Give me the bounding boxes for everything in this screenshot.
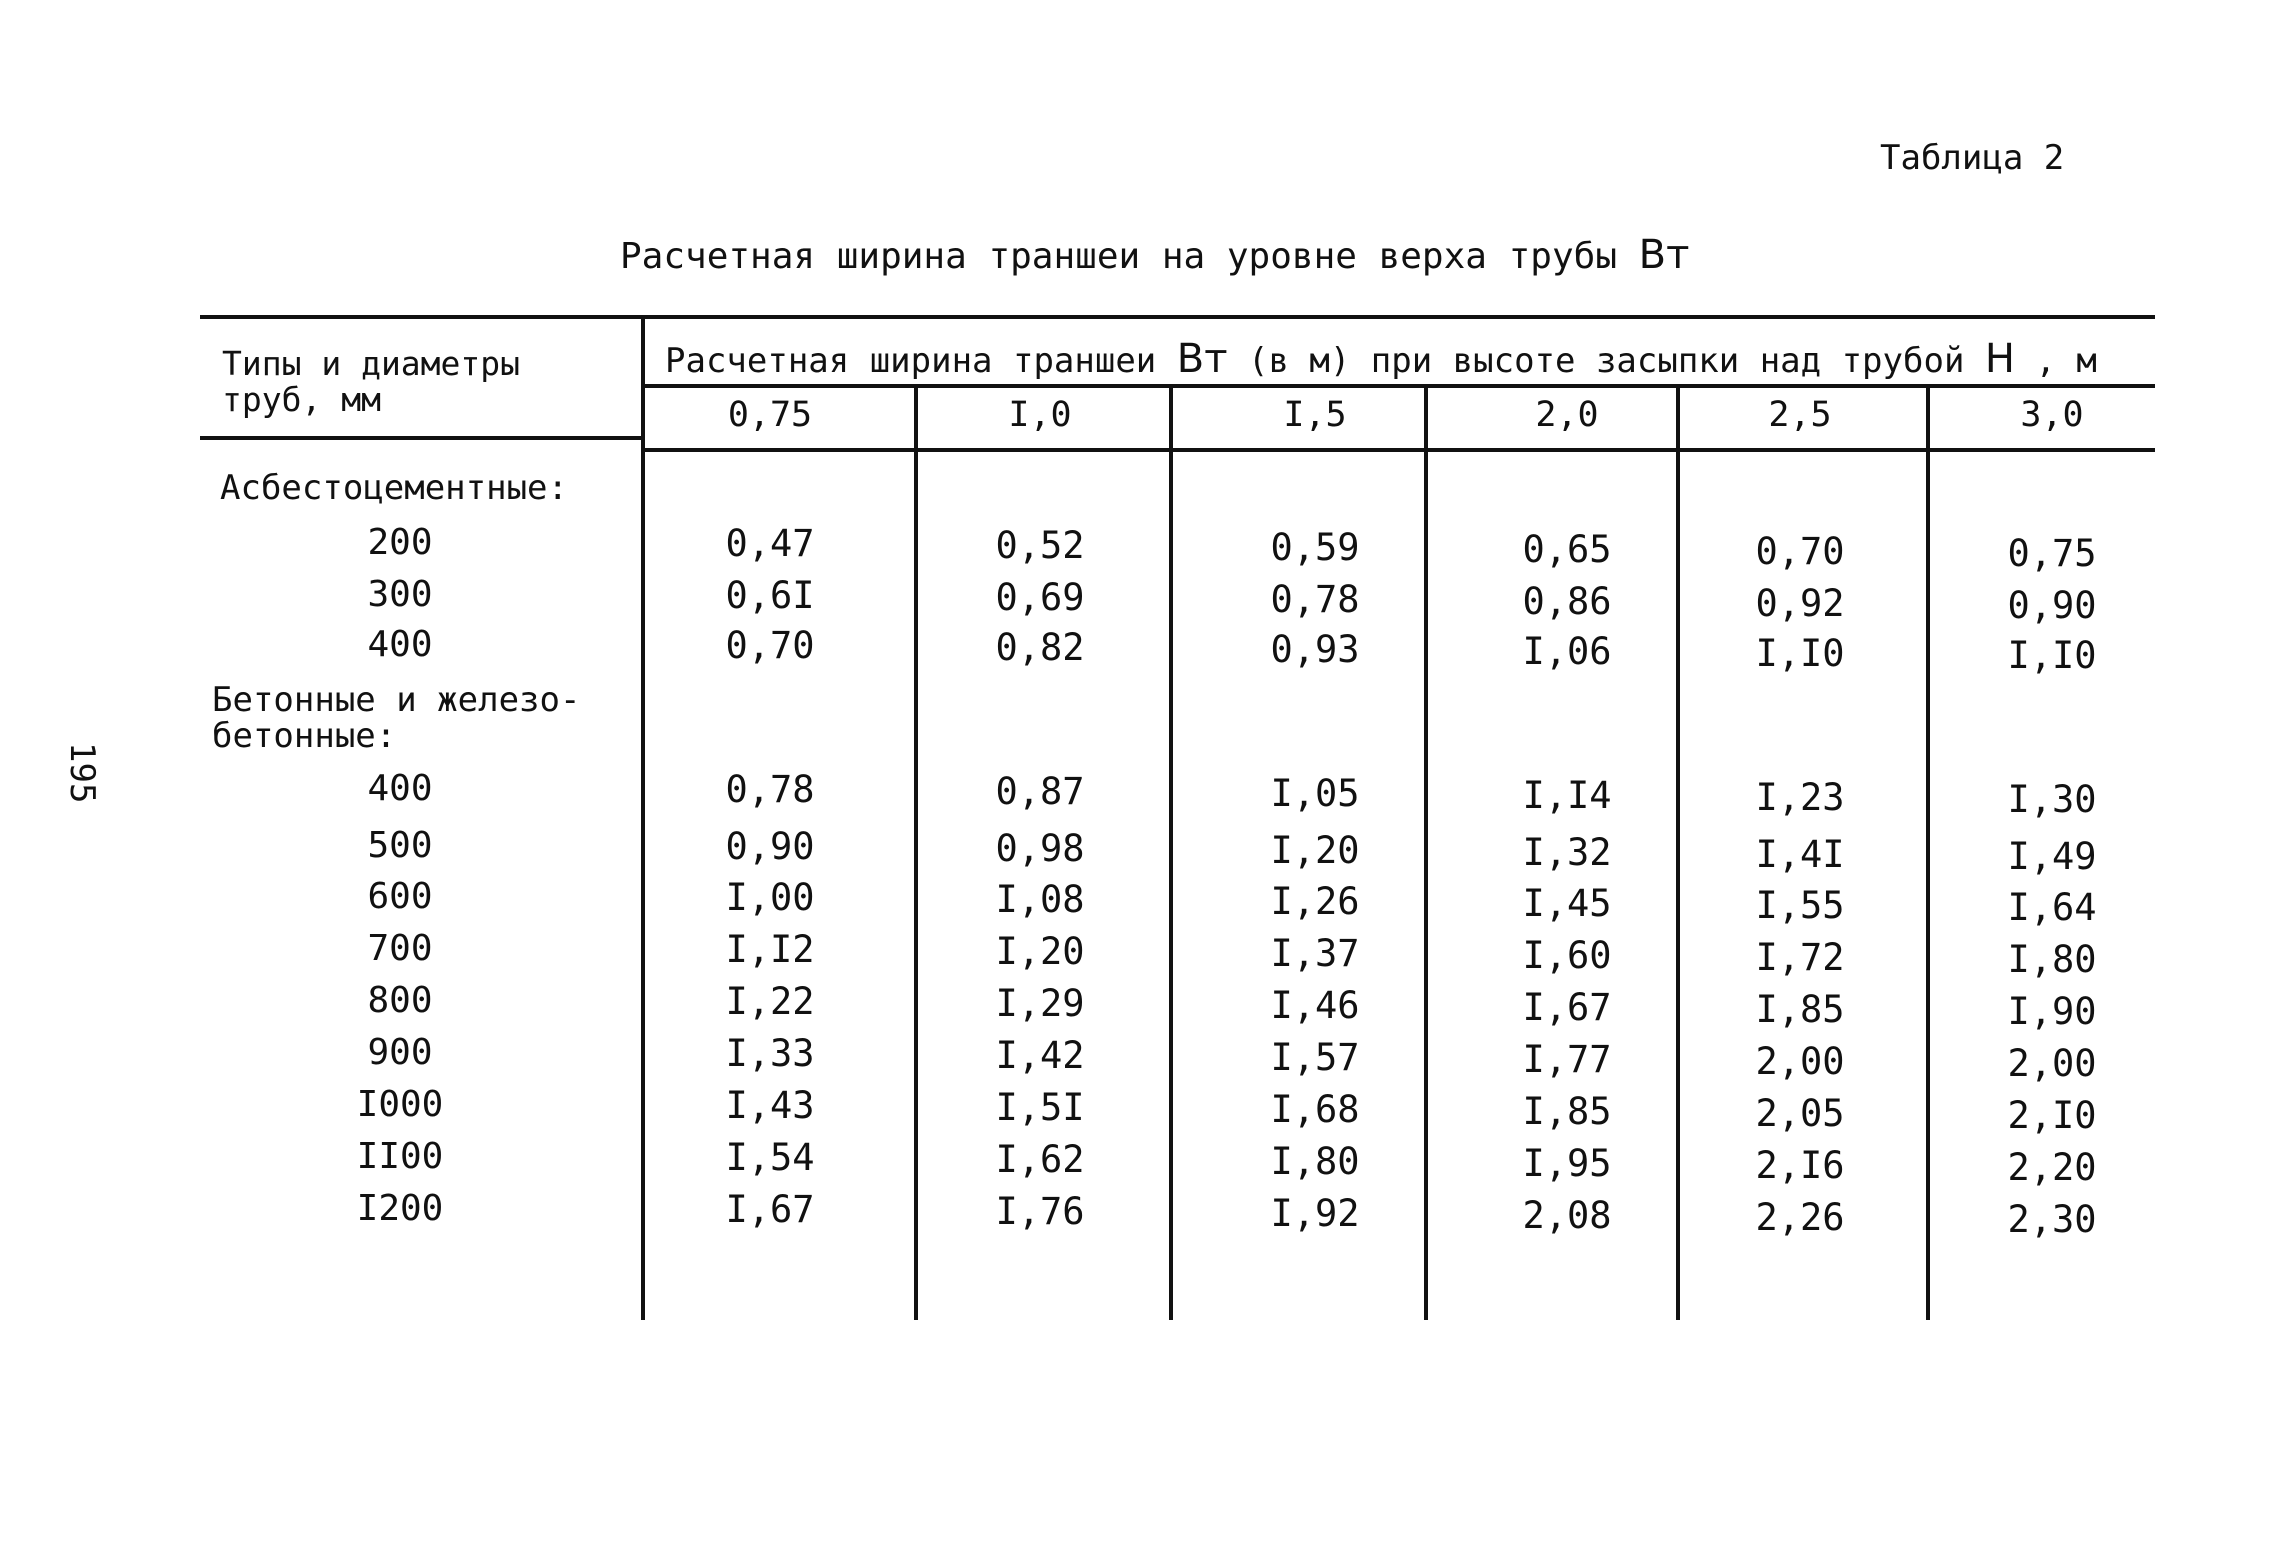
value-cell: I,06 — [1522, 630, 1612, 673]
value-cell: 2,26 — [1755, 1196, 1845, 1239]
value-cell: I,30 — [2007, 778, 2097, 821]
value-cell: I,26 — [1270, 880, 1360, 923]
value-cell: I,68 — [1270, 1088, 1360, 1131]
diameter-cell: 200 — [367, 522, 433, 563]
value-cell: I,I0 — [2007, 634, 2097, 677]
value-cell: I,85 — [1522, 1090, 1612, 1133]
value-cell: 0,87 — [995, 770, 1085, 813]
value-cell: I,05 — [1270, 772, 1360, 815]
value-cell: I,46 — [1270, 984, 1360, 1027]
height-header-5: 2,5 — [1768, 395, 1832, 435]
value-cell: 0,65 — [1522, 528, 1612, 571]
header-prefix: Расчетная ширина траншеи — [665, 341, 1177, 381]
header-suffix: , м — [2014, 341, 2097, 381]
height-header-3: I,5 — [1283, 395, 1347, 435]
value-cell: I,00 — [725, 876, 815, 919]
value-cell: I,77 — [1522, 1038, 1612, 1081]
value-cell: 2,I6 — [1755, 1144, 1845, 1187]
value-cell: I,37 — [1270, 932, 1360, 975]
diameter-cell: 400 — [367, 768, 433, 809]
table-label: Таблица 2 — [1880, 138, 2065, 178]
value-cell: I,5I — [995, 1086, 1085, 1129]
header-symbol-bt: Вт — [1176, 336, 1228, 382]
value-cell: I,49 — [2007, 835, 2097, 878]
value-cell: I,85 — [1755, 988, 1845, 1031]
value-cell: I,20 — [1270, 829, 1360, 872]
diameter-cell: 300 — [367, 574, 433, 615]
diameter-cell: 800 — [367, 980, 433, 1021]
value-cell: I,43 — [725, 1084, 815, 1127]
value-cell: I,72 — [1755, 936, 1845, 979]
value-cell: 2,30 — [2007, 1198, 2097, 1241]
column-group-header — [665, 336, 2097, 382]
value-cell: 0,90 — [2007, 584, 2097, 627]
value-cell: 0,86 — [1522, 580, 1612, 623]
value-cell: I,67 — [725, 1188, 815, 1231]
value-cell: I,80 — [1270, 1140, 1360, 1183]
height-header-4: 2,0 — [1535, 395, 1599, 435]
value-cell: I,57 — [1270, 1036, 1360, 1079]
value-cell: I,23 — [1755, 776, 1845, 819]
value-cell: I,76 — [995, 1190, 1085, 1233]
header-symbol-h: Н — [1984, 336, 2015, 382]
column-rule-1 — [641, 318, 645, 1320]
diameter-cell: II00 — [356, 1136, 444, 1177]
height-header-2: I,0 — [1008, 395, 1072, 435]
row-header-label: Типы и диаметры труб, мм — [222, 344, 521, 419]
value-cell: I,80 — [2007, 938, 2097, 981]
value-cell: I,64 — [2007, 886, 2097, 929]
value-cell: 0,93 — [1270, 628, 1360, 671]
value-cell: I,I4 — [1522, 774, 1612, 817]
value-cell: I,33 — [725, 1032, 815, 1075]
group-label: Бетонные и железо- бетонные: — [212, 680, 581, 756]
column-rule-3 — [1169, 386, 1173, 1320]
diameter-cell: 600 — [367, 876, 433, 917]
value-cell: I,60 — [1522, 934, 1612, 977]
value-cell: I,92 — [1270, 1192, 1360, 1235]
value-cell: 2,I0 — [2007, 1094, 2097, 1137]
diameter-cell: I000 — [356, 1084, 444, 1125]
diameter-cell: 500 — [367, 825, 433, 866]
value-cell: I,I2 — [725, 928, 815, 971]
value-cell: 0,59 — [1270, 526, 1360, 569]
value-cell: I,20 — [995, 930, 1085, 973]
value-cell: 0,82 — [995, 626, 1085, 669]
value-cell: I,67 — [1522, 986, 1612, 1029]
column-rule-5 — [1676, 386, 1680, 1320]
value-cell: 2,20 — [2007, 1146, 2097, 1189]
value-cell: I,45 — [1522, 882, 1612, 925]
column-rule-2 — [914, 386, 918, 1320]
value-cell: 0,52 — [995, 524, 1085, 567]
value-cell: I,54 — [725, 1136, 815, 1179]
height-header-6: 3,0 — [2020, 395, 2084, 435]
value-cell: 0,70 — [1755, 530, 1845, 573]
page-number: 195 — [62, 742, 102, 804]
value-cell: I,62 — [995, 1138, 1085, 1181]
value-cell: I,55 — [1755, 884, 1845, 927]
header-bottom-rule-left — [200, 436, 645, 440]
value-cell: I,I0 — [1755, 632, 1845, 675]
table-title — [620, 232, 1689, 278]
value-cell: 0,78 — [1270, 578, 1360, 621]
value-cell: 0,6I — [725, 574, 815, 617]
value-cell: I,08 — [995, 878, 1085, 921]
value-cell: 2,05 — [1755, 1092, 1845, 1135]
value-cell: 0,90 — [725, 825, 815, 868]
value-cell: 0,69 — [995, 576, 1085, 619]
value-cell: I,95 — [1522, 1142, 1612, 1185]
value-cell: I,4I — [1755, 833, 1845, 876]
value-cell: 2,08 — [1522, 1194, 1612, 1237]
diameter-cell: 900 — [367, 1032, 433, 1073]
value-cell: 2,00 — [2007, 1042, 2097, 1085]
column-rule-6 — [1926, 386, 1930, 1320]
diameter-cell: 400 — [367, 624, 433, 665]
group-label: Асбестоцементные: — [220, 468, 568, 508]
value-cell: 2,00 — [1755, 1040, 1845, 1083]
title-symbol: Вт — [1638, 232, 1690, 278]
height-header-1: 0,75 — [727, 395, 813, 435]
table-top-rule — [200, 315, 2155, 319]
diameter-cell: I200 — [356, 1188, 444, 1229]
value-cell: 0,75 — [2007, 532, 2097, 575]
value-cell: I,32 — [1522, 831, 1612, 874]
value-cell: 0,92 — [1755, 582, 1845, 625]
value-cell: 0,70 — [725, 624, 815, 667]
value-cell: I,22 — [725, 980, 815, 1023]
diameter-cell: 700 — [367, 928, 433, 969]
title-text: Расчетная ширина траншеи на уровне верха трубы — [620, 236, 1639, 277]
value-cell: I,42 — [995, 1034, 1085, 1077]
value-cell: 0,78 — [725, 768, 815, 811]
value-cell: I,90 — [2007, 990, 2097, 1033]
value-cell: 0,98 — [995, 827, 1085, 870]
value-cell: I,29 — [995, 982, 1085, 1025]
column-rule-4 — [1424, 386, 1428, 1320]
header-middle: (в м) при высоте засыпки над трубой — [1227, 341, 1985, 381]
value-cell: 0,47 — [725, 522, 815, 565]
